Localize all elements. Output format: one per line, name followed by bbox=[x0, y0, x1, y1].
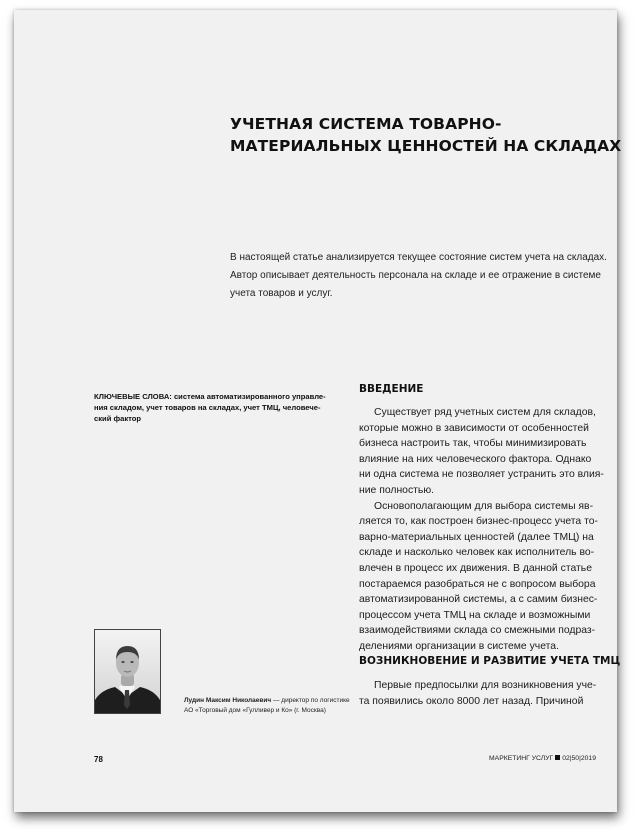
text-line: влечен в процесс их движения. В данной статье bbox=[359, 562, 592, 574]
keywords-line: ния складом, учет товаров на складах, учет ТМЦ, человече- bbox=[94, 403, 321, 412]
author-line bbox=[184, 696, 354, 706]
text-line: та появились около 8000 лет назад. Причиной bbox=[359, 695, 584, 707]
article-title bbox=[230, 113, 622, 157]
text-line: делениями организации в системе учета. bbox=[359, 640, 559, 652]
abstract-line: В настоящей статье анализируется текущее состояние систем учета на складах. bbox=[230, 252, 607, 263]
text-line: постараемся разобраться не с вопросом выбора bbox=[359, 578, 596, 590]
article-title-line: МАТЕРИАЛЬНЫХ ЦЕННОСТЕЙ НА СКЛАДАХ bbox=[230, 137, 622, 155]
journal-name: МАРКЕТИНГ УСЛУГ bbox=[489, 755, 554, 762]
author-portrait-icon bbox=[95, 630, 160, 713]
author-photo bbox=[94, 629, 161, 714]
keywords-line: КЛЮЧЕВЫЕ СЛОВА: система автоматизированного управле- bbox=[94, 392, 326, 401]
author-name: Лудин Максим Николаевич bbox=[184, 697, 272, 704]
running-footer bbox=[489, 755, 596, 762]
text-line: складе и насколько человек как исполнитель во- bbox=[359, 547, 595, 559]
keywords-line: ский фактор bbox=[94, 414, 142, 423]
article-title-line: УЧЕТНАЯ СИСТЕМА ТОВАРНО- bbox=[230, 115, 502, 133]
abstract-line: учета товаров и услуг. bbox=[230, 288, 333, 299]
text-line: процессом учета ТМЦ на складе и возможными bbox=[359, 609, 591, 621]
author-role: — директор по логистике bbox=[271, 697, 350, 704]
text-line: бизнеса настроить так, чтобы минимизировать bbox=[359, 438, 587, 450]
text-line: которые можно в зависимости от особенностей bbox=[359, 422, 589, 434]
page-number: 78 bbox=[94, 755, 103, 764]
section-heading-intro: ВВЕДЕНИЕ bbox=[359, 383, 424, 395]
text-line: Первые предпосылки для возникновения уче- bbox=[374, 680, 597, 691]
text-line: ни одна система не позволяет устранить это влия- bbox=[359, 469, 604, 481]
author-organization: АО «Торговый дом «Гулливер и Ко» (г. Москва) bbox=[184, 707, 326, 714]
text-line: Существует ряд учетных систем для складов, bbox=[374, 407, 596, 418]
text-line: автоматизированной системы, а с самим бизнес- bbox=[359, 594, 598, 606]
text-line: влияние на них человеческого фактора. Однако bbox=[359, 453, 592, 465]
article-abstract bbox=[230, 249, 610, 303]
journal-page bbox=[14, 10, 622, 812]
text-line: ние полностью. bbox=[359, 484, 435, 496]
author-caption bbox=[184, 696, 354, 716]
history-text bbox=[359, 678, 609, 709]
keywords-block bbox=[94, 391, 334, 424]
section-heading-history: ВОЗНИКНОВЕНИЕ И РАЗВИТИЕ УЧЕТА ТМЦ bbox=[359, 655, 621, 667]
square-separator-icon bbox=[555, 755, 560, 760]
text-line: Основополагающим для выбора системы яв- bbox=[374, 500, 594, 512]
text-line: взаимодействиями склада со смежными подраз- bbox=[359, 625, 596, 637]
text-line: варно-материальных ценностей (далее ТМЦ) на bbox=[359, 531, 594, 543]
issue-number: 02|50|2019 bbox=[562, 755, 596, 762]
intro-text bbox=[359, 405, 609, 655]
text-line: ляется то, как построен бизнес-процесс учета то- bbox=[359, 516, 598, 528]
abstract-line: Автор описывает деятельность персонала на складе и ее отражение в системе bbox=[230, 270, 601, 281]
